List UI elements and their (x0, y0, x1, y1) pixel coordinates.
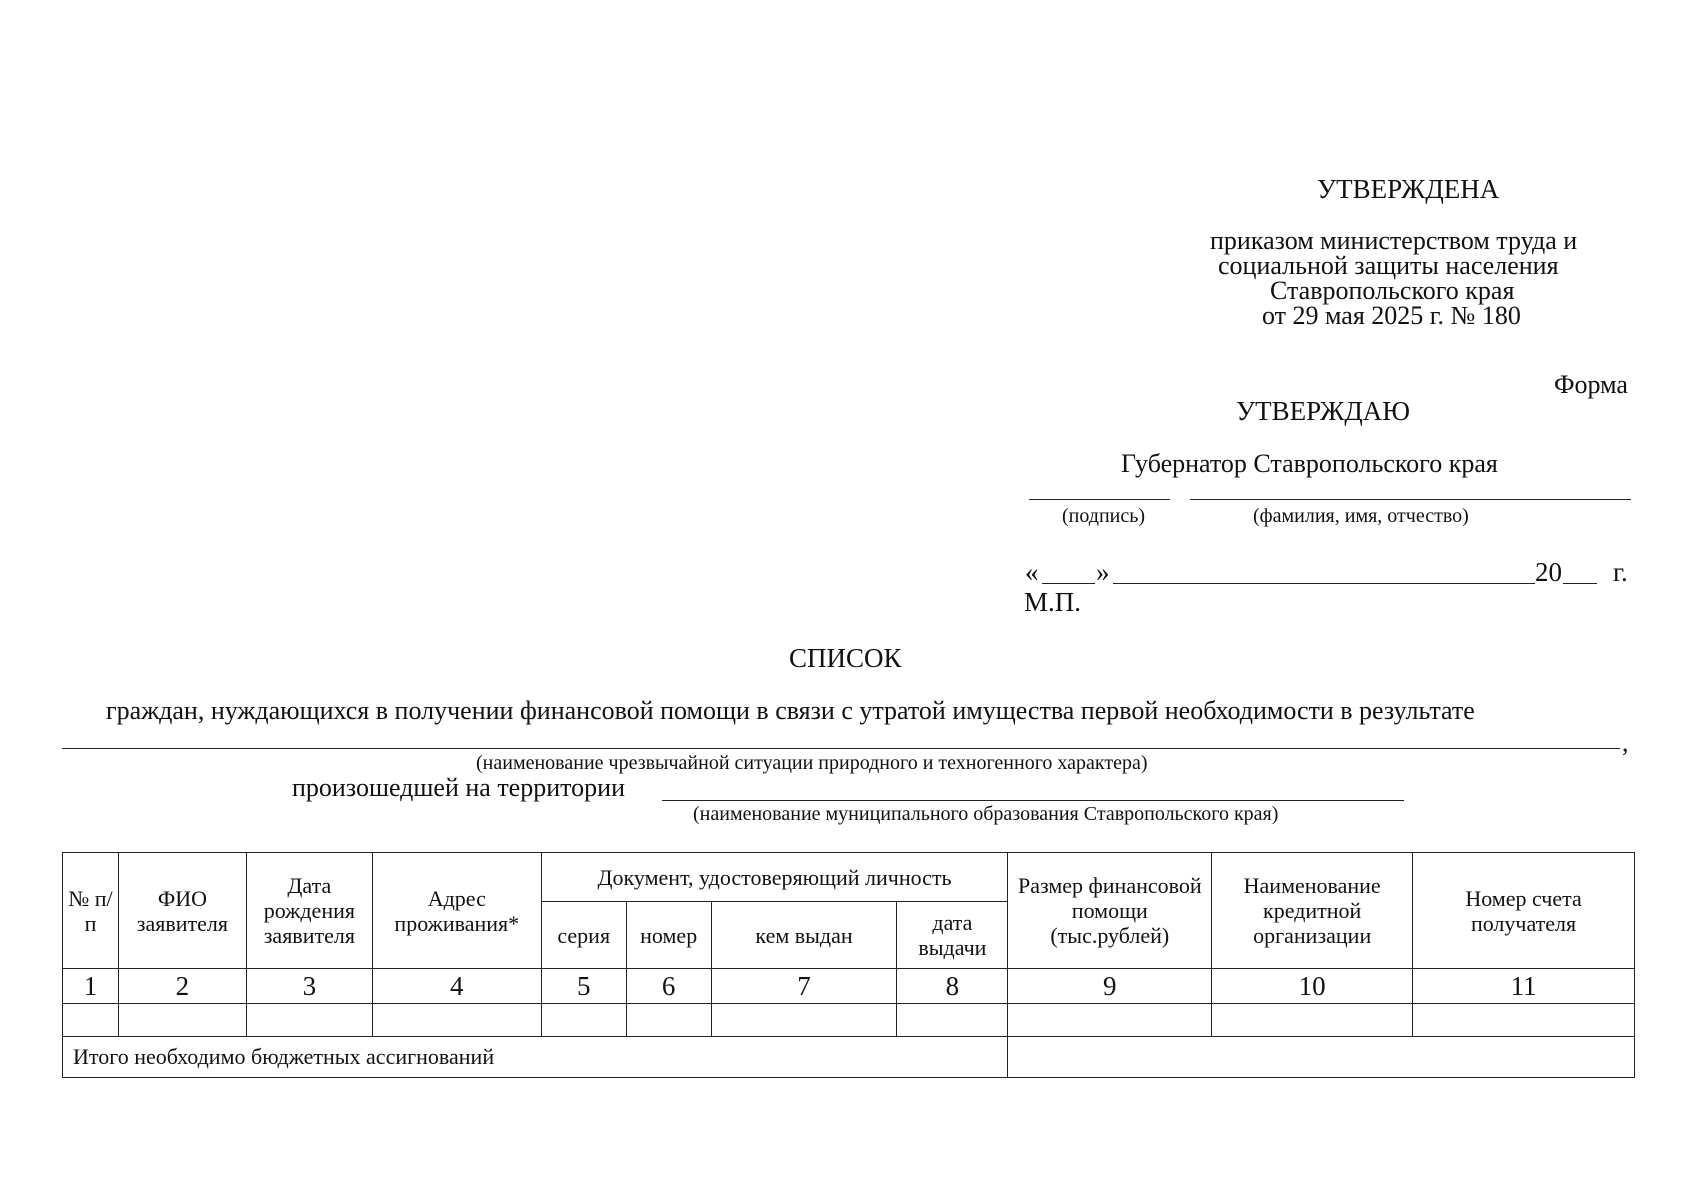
date-day-line (1042, 583, 1095, 584)
column-number-8: 8 (897, 969, 1008, 1004)
form-label: Форма (1554, 370, 1628, 399)
header-issue-date: дата выдачи (897, 902, 1008, 969)
header-series: серия (541, 902, 626, 969)
column-number-7: 7 (711, 969, 897, 1004)
header-address: Адрес проживания* (372, 853, 541, 969)
emergency-line (62, 748, 1620, 749)
table-cell (1212, 1004, 1413, 1037)
date-open-quote: « (1025, 557, 1039, 587)
total-label: Итого необходимо бюджетных ассигнований (63, 1037, 1008, 1078)
header-number: номер (626, 902, 711, 969)
territory-line (662, 800, 1404, 801)
column-number-3: 3 (246, 969, 372, 1004)
date-year-suffix: г. (1613, 557, 1628, 587)
signature-line (1029, 499, 1170, 500)
table-row (63, 1004, 1635, 1037)
name-caption: (фамилия, имя, отчество) (1253, 505, 1469, 527)
table-cell (372, 1004, 541, 1037)
header-birth-date: Дата рождения заявителя (246, 853, 372, 969)
stamp-label: М.П. (1024, 587, 1082, 617)
list-subtitle: граждан, нуждающихся в получении финансовой помощи в связи с утратой имущества первой необходимости в результате (106, 696, 1475, 725)
table-cell (626, 1004, 711, 1037)
header-bank: Наименование кредитной организации (1212, 853, 1413, 969)
table-cell (63, 1004, 119, 1037)
emergency-caption: (наименование чрезвычайной ситуации природного и техногенного характера) (476, 752, 1148, 774)
date-close-quote: » (1096, 557, 1110, 587)
column-number-6: 6 (626, 969, 711, 1004)
table-cell (118, 1004, 246, 1037)
table-cell (246, 1004, 372, 1037)
signature-caption: (подпись) (1062, 505, 1146, 527)
column-number-9: 9 (1008, 969, 1212, 1004)
name-line (1190, 499, 1631, 500)
column-number-11: 11 (1413, 969, 1635, 1004)
date-year-prefix: 20 (1535, 557, 1562, 587)
approval-order-line-3: Ставропольского края (1270, 276, 1515, 305)
territory-label: произошедшей на территории (292, 773, 625, 802)
citizens-table (62, 852, 1635, 1078)
header-document-group: Документ, удостоверяющий личность (541, 853, 1008, 902)
table-cell (897, 1004, 1008, 1037)
list-heading: СПИСОК (789, 643, 902, 673)
approval-title: УТВЕРЖДЕНА (1317, 174, 1500, 204)
header-account: Номер счета получателя (1413, 853, 1635, 969)
column-number-5: 5 (541, 969, 626, 1004)
table-cell (1008, 1004, 1212, 1037)
header-issued-by: кем выдан (711, 902, 897, 969)
approval-order-line-2: социальной защиты населения (1218, 251, 1559, 280)
header-fio: ФИО заявителя (118, 853, 246, 969)
column-number-2: 2 (118, 969, 246, 1004)
approval-order-line-1: приказом министерством труда и (1210, 226, 1578, 255)
table-cell (1413, 1004, 1635, 1037)
municipality-caption: (наименование муниципального образования Ставропольского края) (693, 803, 1279, 825)
header-num: № п/п (63, 853, 119, 969)
column-number-1: 1 (63, 969, 119, 1004)
column-number-4: 4 (372, 969, 541, 1004)
header-amount: Размер финансовой помощи (тыс.рублей) (1008, 853, 1212, 969)
approve-title: УТВЕРЖДАЮ (1236, 396, 1411, 426)
approval-order-line-4: от 29 мая 2025 г. № 180 (1262, 301, 1521, 330)
column-number-10: 10 (1212, 969, 1413, 1004)
approve-position: Губернатор Ставропольского края (1121, 449, 1498, 478)
total-value (1008, 1037, 1635, 1078)
subtitle-end-comma: , (1622, 728, 1629, 757)
date-month-line (1113, 583, 1535, 584)
date-year-line (1563, 583, 1597, 584)
table-cell (711, 1004, 897, 1037)
table-cell (541, 1004, 626, 1037)
